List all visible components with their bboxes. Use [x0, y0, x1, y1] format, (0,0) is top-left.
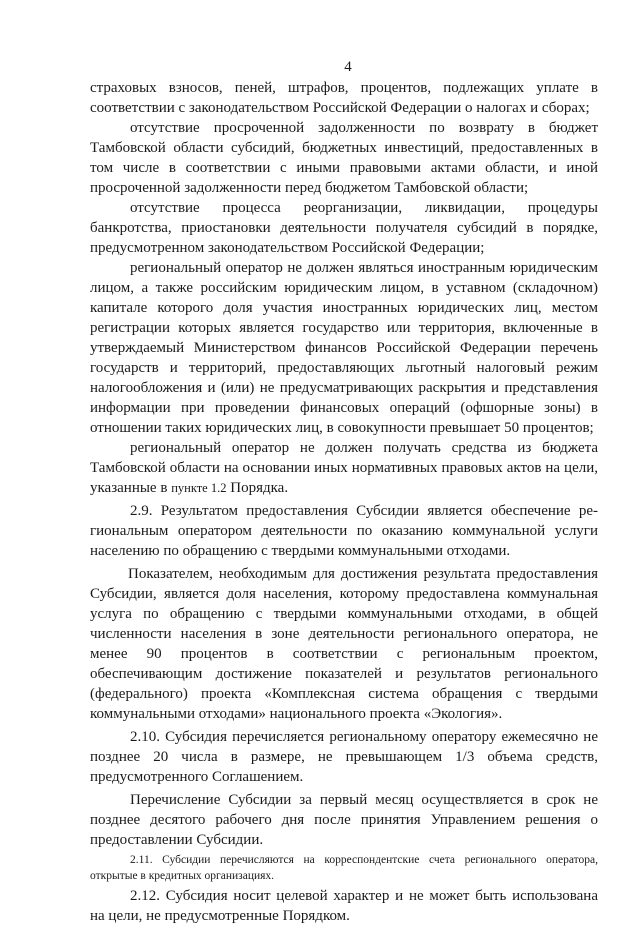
paragraph-no-other-funds-tail: Порядка.	[226, 480, 289, 496]
document-page	[90, 58, 598, 926]
clause-reference: пункте 1.2	[171, 481, 227, 495]
paragraph-2-12-purpose: 2.12. Субсидия носит целевой характер и не может быть использована на цели, не предусмотренные Порядком.	[90, 888, 598, 924]
page-number: 4	[344, 59, 352, 75]
paragraph-2-10-transfer: 2.10. Субсидия перечисляется региональному оператору ежемесячно не позднее 20 числа в размере, не превышающем 1/3 объема средств, предусмотренного Соглашением.	[90, 729, 598, 785]
paragraph-no-other-funds-text: региональный оператор не должен получать средства из бюджета Тамбовской области на основании иных нормативных правовых актов на цели, указанные в	[90, 440, 598, 496]
paragraph-first-month-transfer: Перечисление Субсидии за первый месяц осуществляется в срок не позднее десятого рабочего дня после принятия Управлением решения о предоставлении Субсидии.	[90, 792, 598, 848]
paragraph-no-other-funds	[90, 438, 598, 498]
paragraph-2-11-accounts: 2.11. Субсидии перечисляются на корреспондентские счета регионального оператора, открытые в кредитных организациях.	[90, 854, 598, 882]
paragraph-2-9-result: 2.9. Результатом предоставления Субсидии является обеспечение ре-гиональным оператором деятельности по оказанию коммунальной услуги населению по обращению с твердыми коммунальными отходами.	[90, 503, 598, 559]
paragraph-no-reorganization: отсутствие процесса реорганизации, ликвидации, процедуры банкротства, приостановки деятельности получателя субсидий в порядке, предусмотренном законодательством Российской Федерации;	[90, 200, 598, 256]
paragraph-no-overdue-debt: отсутствие просроченной задолженности по возврату в бюджет Тамбовской области субсидий, бюджетных инвестиций, предоставленных в том числе в соответствии с иными правовыми актами области, и иной просроченной задолженности перед бюджетом Тамбовской области;	[90, 120, 598, 196]
paragraph-insurance-contributions: страховых взносов, пеней, штрафов, процентов, подлежащих уплате в соответствии с законодательством Российской Федерации о налогах и сборах;	[90, 80, 598, 116]
paragraph-not-foreign-entity: региональный оператор не должен являться иностранным юридическим лицом, а также российским юридическим лицом, в уставном (складочном) капитале которого доля участия иностранных юридических лиц, местом регистрации которых является государство или территория, включенные в утверждаемый Министерством финансов Российской Федерации перечень государств и территорий, предоставляющих льготный налоговый режим налогообложения и (или) не предусматривающих раскрытия и представления информации при проведении финансовых операций (офшорные зоны) в отношении таких юридических лиц, в совокупности превышает 50 процентов;	[90, 260, 598, 436]
paragraph-indicator: Показателем, необходимым для достижения результата предоставления Субсидии, является доля населения, которому предоставлена коммунальная услуга по обращению с твердыми коммунальными отходами, в общей численности населения в зоне деятельности регионального оператора, не менее 90 процентов в соответствии с региональным проектом, обеспечивающим достижение показателей и результатов регионального (федерального) проекта «Комплексная система обращения с твердыми коммунальными отходами» национального проекта «Экология».	[90, 566, 598, 722]
